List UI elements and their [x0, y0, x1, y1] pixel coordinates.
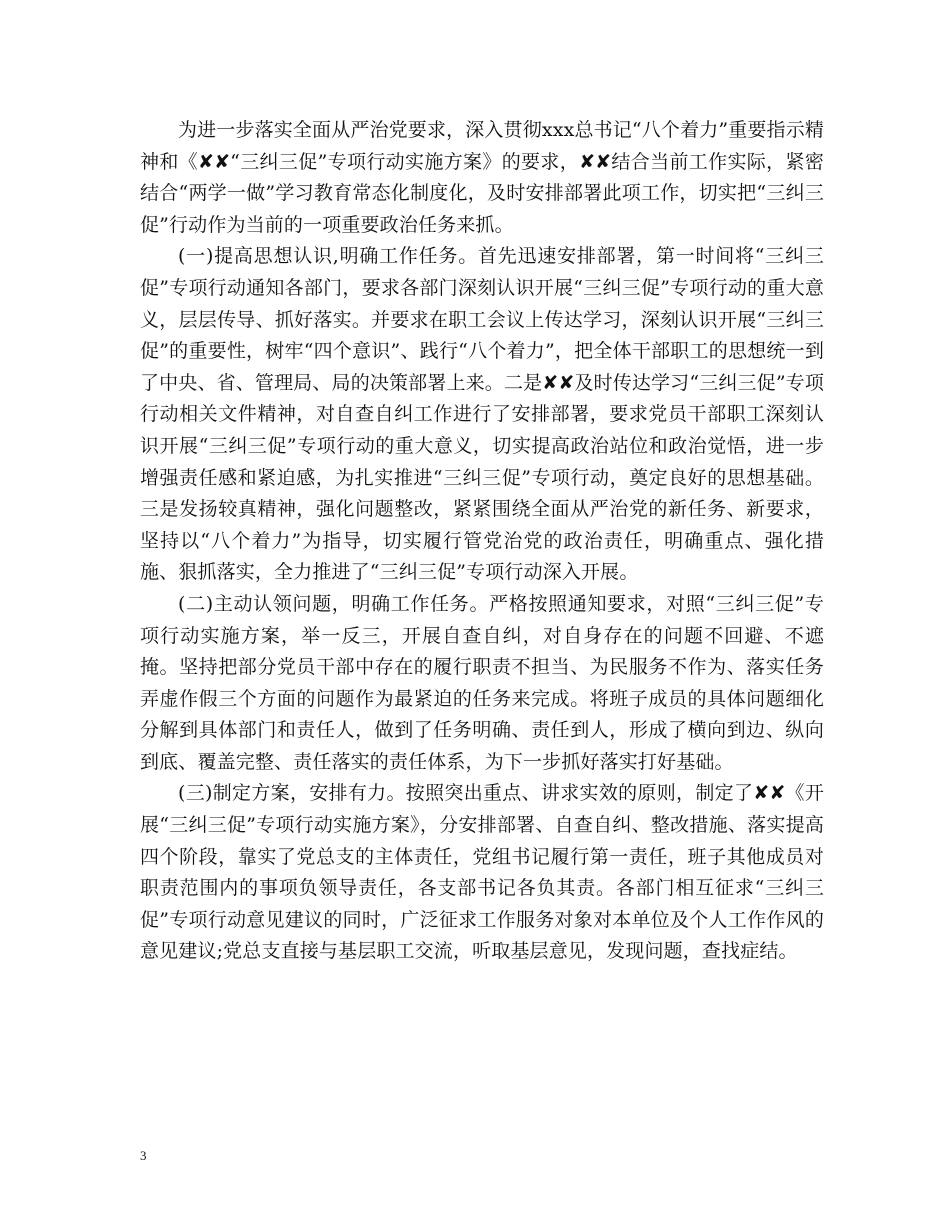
intro-paragraph: 为进一步落实全面从严治党要求，深入贯彻xxx总书记“八个着力”重要指示精神和《✘✘“三纠三促”专项行动实施方案》的要求，✘✘结合当前工作实际，紧密结合“两学一做”学习教育常态化制度化，及时安排部署此项工作，切实把“三纠三促”行动作为当前的一项重要政治任务来抓。: [140, 119, 824, 236]
section-two-paragraph: (二)主动认领问题，明确工作任务。严格按照通知要求，对照“三纠三促”专项行动实施方案，举一反三，开展自查自纠，对自身存在的问题不回避、不遮掩。坚持把部分党员干部中存在的履行职责不担当、为民服务不作为、落实任务弄虚作假三个方面的问题作为最紧迫的任务来完成。将班子成员的具体问题细化分解到具体部门和责任人，做到了任务明确、责任到人，形成了横向到边、纵向到底、覆盖完整、责任落实的责任体系，为下一步抓好落实打好基础。: [140, 592, 824, 773]
page-number: 3: [140, 1148, 147, 1163]
document-body: [140, 115, 824, 968]
section-three-paragraph: (三)制定方案，安排有力。按照突出重点、讲求实效的原则，制定了✘✘《开展“三纠三促”专项行动实施方案》，分安排部署、自查自纠、整改措施、落实提高四个阶段，靠实了党总支的主体责任，党组书记履行第一责任，班子其他成员对职责范围内的事项负领导责任，各支部书记各负其责。各部门相互征求“三纠三促”专项行动意见建议的同时，广泛征求工作服务对象对本单位及个人工作作风的意见建议;党总支直接与基层职工交流，听取基层意见，发现问题，查找症结。: [140, 782, 824, 963]
section-one-paragraph: (一)提高思想认识,明确工作任务。首先迅速安排部署，第一时间将“三纠三促”专项行动通知各部门，要求各部门深刻认识开展“三纠三促”专项行动的重大意义，层层传导、抓好落实。并要求在职工会议上传达学习，深刻认识开展“三纠三促”的重要性，树牢“四个意识”、践行“八个着力”，把全体干部职工的思想统一到了中央、省、管理局、局的决策部署上来。二是✘✘及时传达学习“三纠三促”专项行动相关文件精神，对自查自纠工作进行了安排部署，要求党员干部职工深刻认识开展“三纠三促”专项行动的重大意义，切实提高政治站位和政治觉悟，进一步增强责任感和紧迫感，为扎实推进“三纠三促”专项行动，奠定良好的思想基础。三是发扬较真精神，强化问题整改，紧紧围绕全面从严治党的新任务、新要求，坚持以“八个着力”为指导，切实履行管党治党的政治责任，明确重点、强化措施、狠抓落实，全力推进了“三纠三促”专项行动深入开展。: [140, 245, 824, 584]
